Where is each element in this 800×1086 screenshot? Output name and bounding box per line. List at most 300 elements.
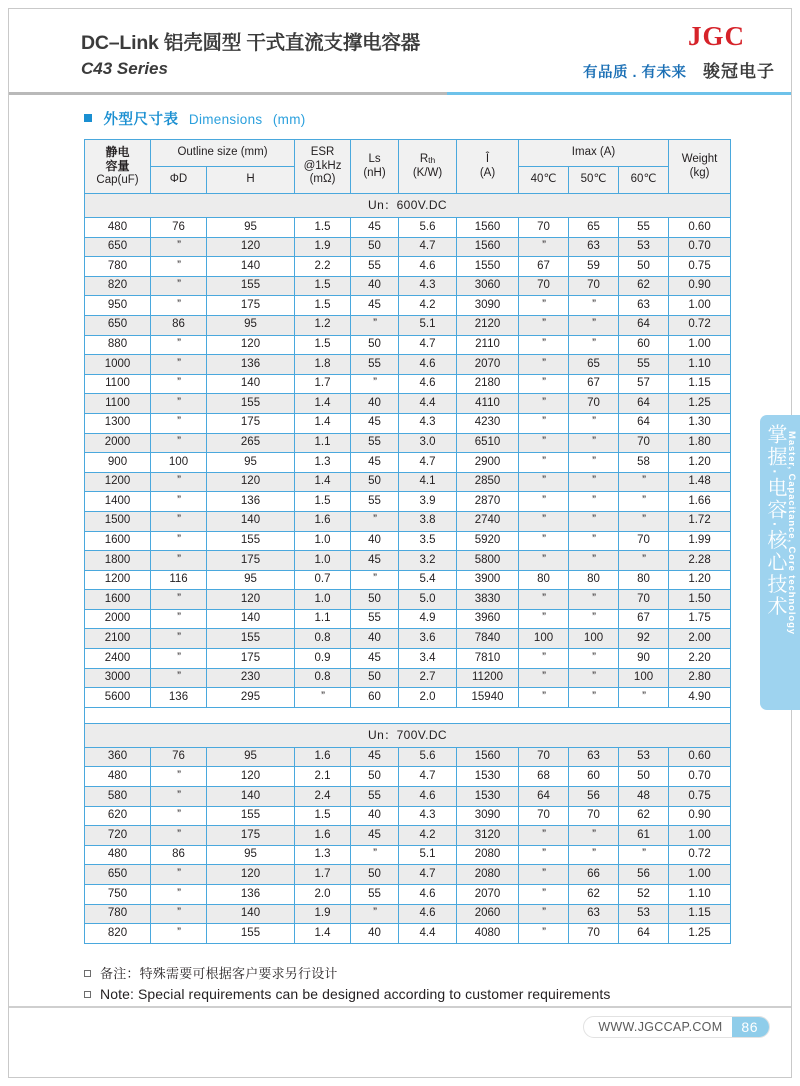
table-cell: 1.9 bbox=[295, 237, 351, 257]
table-cell: ” bbox=[151, 296, 207, 316]
table-row bbox=[85, 668, 731, 688]
cap-header-cn1: 静电 bbox=[105, 145, 130, 160]
table-cell: 780 bbox=[85, 257, 151, 277]
table-cell: 60 bbox=[619, 335, 669, 355]
table-cell: 55 bbox=[351, 355, 399, 375]
table-cell: 1.00 bbox=[669, 865, 731, 885]
table-cell: 1.00 bbox=[669, 335, 731, 355]
table-cell: 45 bbox=[351, 747, 399, 767]
table-cell: ” bbox=[519, 845, 569, 865]
table-row bbox=[85, 218, 731, 238]
col-header-weight bbox=[669, 140, 731, 194]
table-cell: 120 bbox=[207, 767, 295, 787]
table-cell: 0.90 bbox=[669, 806, 731, 826]
esr-line2: @1kHz bbox=[303, 159, 342, 172]
table-cell: 4.90 bbox=[669, 688, 731, 708]
dimensions-table-wrapper bbox=[84, 139, 716, 944]
table-cell: ” bbox=[519, 492, 569, 512]
table-cell: 175 bbox=[207, 649, 295, 669]
table-cell: ” bbox=[351, 315, 399, 335]
ihat-line2: (A) bbox=[479, 166, 496, 179]
table-cell: 7810 bbox=[457, 649, 519, 669]
table-cell: 3.9 bbox=[399, 492, 457, 512]
table-cell: 2110 bbox=[457, 335, 519, 355]
table-row bbox=[85, 609, 731, 629]
table-cell: 95 bbox=[207, 218, 295, 238]
table-cell: 3.0 bbox=[399, 433, 457, 453]
table-cell: ” bbox=[151, 806, 207, 826]
col-header-imax-50c: 50℃ bbox=[569, 167, 619, 194]
table-cell: 1100 bbox=[85, 394, 151, 414]
table-cell: 60 bbox=[351, 688, 399, 708]
section-title-unit: (mm) bbox=[272, 112, 306, 127]
table-cell: ” bbox=[151, 374, 207, 394]
website-url[interactable]: WWW.JGCCAP.COM bbox=[598, 1020, 723, 1034]
table-cell: 2.0 bbox=[295, 885, 351, 905]
table-cell: 3120 bbox=[457, 826, 519, 846]
table-cell: ” bbox=[619, 688, 669, 708]
table-cell: ” bbox=[151, 237, 207, 257]
table-cell: 136 bbox=[207, 885, 295, 905]
table-cell: 1.20 bbox=[669, 570, 731, 590]
table-row bbox=[85, 433, 731, 453]
table-row bbox=[85, 767, 731, 787]
table-cell: 80 bbox=[569, 570, 619, 590]
table-cell: 2070 bbox=[457, 885, 519, 905]
table-cell: 4.6 bbox=[399, 904, 457, 924]
table-cell: 58 bbox=[619, 453, 669, 473]
table-cell: 3900 bbox=[457, 570, 519, 590]
table-cell: 1.30 bbox=[669, 413, 731, 433]
table-cell: 4.3 bbox=[399, 276, 457, 296]
table-cell: 2.0 bbox=[399, 688, 457, 708]
table-cell: ” bbox=[151, 276, 207, 296]
table-cell: 4.6 bbox=[399, 374, 457, 394]
table-cell: 820 bbox=[85, 924, 151, 944]
table-cell: ” bbox=[569, 609, 619, 629]
ls-line1: Ls bbox=[368, 152, 381, 165]
col-header-imax-60c: 60℃ bbox=[619, 167, 669, 194]
table-cell: ” bbox=[519, 885, 569, 905]
table-cell: 1.6 bbox=[295, 511, 351, 531]
table-cell: 0.72 bbox=[669, 845, 731, 865]
table-cell: 65 bbox=[569, 218, 619, 238]
table-cell: ” bbox=[151, 511, 207, 531]
table-cell: 2.4 bbox=[295, 787, 351, 807]
table-cell: ” bbox=[151, 668, 207, 688]
table-cell: 45 bbox=[351, 453, 399, 473]
table-cell: ” bbox=[569, 315, 619, 335]
table-cell: 50 bbox=[351, 590, 399, 610]
table-cell: 140 bbox=[207, 787, 295, 807]
table-cell: 86 bbox=[151, 315, 207, 335]
table-cell: ” bbox=[151, 826, 207, 846]
table-row bbox=[85, 747, 731, 767]
table-cell: 1.0 bbox=[295, 590, 351, 610]
table-cell: ” bbox=[569, 413, 619, 433]
table-cell: 53 bbox=[619, 904, 669, 924]
table-cell: 120 bbox=[207, 590, 295, 610]
table-row bbox=[85, 865, 731, 885]
table-cell: ” bbox=[619, 511, 669, 531]
table-cell: ” bbox=[351, 511, 399, 531]
table-cell: ” bbox=[151, 904, 207, 924]
table-cell: 67 bbox=[569, 374, 619, 394]
table-cell: ” bbox=[519, 688, 569, 708]
table-cell: ” bbox=[569, 826, 619, 846]
table-cell: 2740 bbox=[457, 511, 519, 531]
table-cell: 4.2 bbox=[399, 296, 457, 316]
table-cell: ” bbox=[151, 531, 207, 551]
table-cell: ” bbox=[619, 551, 669, 571]
table-cell: ” bbox=[151, 472, 207, 492]
table-cell: 63 bbox=[569, 747, 619, 767]
table-cell: 1.4 bbox=[295, 924, 351, 944]
table-cell: 1.50 bbox=[669, 590, 731, 610]
table-cell: 1.25 bbox=[669, 394, 731, 414]
rth-subscript: th bbox=[428, 154, 436, 165]
table-cell: 140 bbox=[207, 511, 295, 531]
table-cell: 175 bbox=[207, 296, 295, 316]
table-cell: 5.4 bbox=[399, 570, 457, 590]
table-cell: ” bbox=[519, 531, 569, 551]
table-cell: 65 bbox=[569, 355, 619, 375]
table-cell: 76 bbox=[151, 218, 207, 238]
table-cell: 3960 bbox=[457, 609, 519, 629]
table-cell: 1.2 bbox=[295, 315, 351, 335]
page-number: 86 bbox=[732, 1017, 769, 1037]
table-cell: 56 bbox=[619, 865, 669, 885]
table-cell: 2.00 bbox=[669, 629, 731, 649]
table-cell: 1.75 bbox=[669, 609, 731, 629]
table-row bbox=[85, 885, 731, 905]
table-cell: 1.5 bbox=[295, 492, 351, 512]
table-cell: 1530 bbox=[457, 767, 519, 787]
table-cell: ” bbox=[569, 551, 619, 571]
table-cell: 50 bbox=[351, 767, 399, 787]
table-cell: 650 bbox=[85, 865, 151, 885]
table-cell: 52 bbox=[619, 885, 669, 905]
weight-line1: Weight bbox=[681, 152, 718, 165]
table-cell: 7840 bbox=[457, 629, 519, 649]
table-cell: ” bbox=[569, 688, 619, 708]
weight-line2: (kg) bbox=[689, 166, 710, 179]
table-cell: 5600 bbox=[85, 688, 151, 708]
table-cell: 155 bbox=[207, 806, 295, 826]
table-row bbox=[85, 335, 731, 355]
table-cell: 63 bbox=[619, 296, 669, 316]
col-header-imax-40c: 40℃ bbox=[519, 167, 569, 194]
table-cell: 1.80 bbox=[669, 433, 731, 453]
table-cell: 2850 bbox=[457, 472, 519, 492]
table-cell: 2.2 bbox=[295, 257, 351, 277]
table-cell: 50 bbox=[351, 237, 399, 257]
table-cell: 4.1 bbox=[399, 472, 457, 492]
table-cell: 50 bbox=[351, 335, 399, 355]
table-cell: ” bbox=[151, 433, 207, 453]
table-row bbox=[85, 296, 731, 316]
table-cell: 175 bbox=[207, 551, 295, 571]
rth-line2: (K/W) bbox=[412, 166, 443, 179]
rth-symbol: R bbox=[419, 152, 429, 165]
table-cell: ” bbox=[569, 472, 619, 492]
table-cell: 90 bbox=[619, 649, 669, 669]
table-row bbox=[85, 590, 731, 610]
table-cell: 5.1 bbox=[399, 845, 457, 865]
table-cell: 70 bbox=[519, 276, 569, 296]
table-cell: ” bbox=[519, 511, 569, 531]
table-cell: 480 bbox=[85, 218, 151, 238]
table-cell: 2080 bbox=[457, 865, 519, 885]
table-cell: ” bbox=[151, 787, 207, 807]
table-cell: ” bbox=[295, 688, 351, 708]
table-cell: 155 bbox=[207, 924, 295, 944]
table-cell: 1200 bbox=[85, 570, 151, 590]
table-cell: 480 bbox=[85, 845, 151, 865]
table-cell: ” bbox=[519, 374, 569, 394]
col-header-rth bbox=[399, 140, 457, 194]
table-cell: 3.2 bbox=[399, 551, 457, 571]
table-cell: 4.7 bbox=[399, 453, 457, 473]
table-cell: 155 bbox=[207, 531, 295, 551]
table-cell: 1.15 bbox=[669, 374, 731, 394]
note-text-en: Note: Special requirements can be designed according to customer requirements bbox=[100, 986, 611, 1002]
table-cell: ” bbox=[519, 904, 569, 924]
table-cell: 4.7 bbox=[399, 865, 457, 885]
table-cell: 48 bbox=[619, 787, 669, 807]
table-section-gap bbox=[85, 707, 731, 723]
table-cell: 295 bbox=[207, 688, 295, 708]
table-cell: 4.9 bbox=[399, 609, 457, 629]
table-row bbox=[85, 826, 731, 846]
table-cell: 64 bbox=[619, 315, 669, 335]
header-row-top bbox=[85, 140, 731, 167]
table-cell: 2900 bbox=[457, 453, 519, 473]
table-cell: 2870 bbox=[457, 492, 519, 512]
table-cell: 1600 bbox=[85, 531, 151, 551]
voltage-section-band bbox=[85, 723, 731, 747]
table-cell: 2070 bbox=[457, 355, 519, 375]
table-cell: 70 bbox=[569, 394, 619, 414]
table-cell: 4110 bbox=[457, 394, 519, 414]
table-cell: 0.70 bbox=[669, 237, 731, 257]
table-cell: 265 bbox=[207, 433, 295, 453]
table-cell: ” bbox=[151, 609, 207, 629]
table-cell: 80 bbox=[619, 570, 669, 590]
table-cell: ” bbox=[519, 453, 569, 473]
table-cell: 66 bbox=[569, 865, 619, 885]
title-line-primary: DC–Link 铝壳圆型 干式直流支撑电容器 bbox=[81, 32, 421, 54]
table-cell: ” bbox=[569, 649, 619, 669]
table-cell: 0.8 bbox=[295, 668, 351, 688]
table-cell: 1550 bbox=[457, 257, 519, 277]
table-cell: 2.1 bbox=[295, 767, 351, 787]
table-cell: 80 bbox=[519, 570, 569, 590]
table-cell: 140 bbox=[207, 374, 295, 394]
table-cell: 1.5 bbox=[295, 276, 351, 296]
table-cell: 120 bbox=[207, 237, 295, 257]
table-cell: ” bbox=[519, 551, 569, 571]
table-cell: ” bbox=[519, 433, 569, 453]
table-cell: ” bbox=[519, 315, 569, 335]
table-cell: 40 bbox=[351, 806, 399, 826]
table-cell: 40 bbox=[351, 629, 399, 649]
table-cell: ” bbox=[619, 472, 669, 492]
table-cell: ” bbox=[151, 492, 207, 512]
table-cell: 820 bbox=[85, 276, 151, 296]
table-cell: 70 bbox=[569, 276, 619, 296]
table-cell: 3060 bbox=[457, 276, 519, 296]
table-cell: 0.60 bbox=[669, 747, 731, 767]
table-cell: 2.28 bbox=[669, 551, 731, 571]
table-row bbox=[85, 845, 731, 865]
section-gap-cell bbox=[85, 707, 731, 723]
table-cell: 4.4 bbox=[399, 394, 457, 414]
table-cell: ” bbox=[569, 511, 619, 531]
table-cell: ” bbox=[569, 453, 619, 473]
table-cell: ” bbox=[569, 335, 619, 355]
table-cell: ” bbox=[151, 551, 207, 571]
table-cell: 136 bbox=[151, 688, 207, 708]
table-cell: 0.90 bbox=[669, 276, 731, 296]
table-cell: 0.8 bbox=[295, 629, 351, 649]
checkbox-icon bbox=[84, 970, 91, 977]
table-cell: ” bbox=[619, 845, 669, 865]
table-cell: 55 bbox=[351, 433, 399, 453]
note-row-cn bbox=[84, 963, 724, 982]
table-cell: ” bbox=[351, 904, 399, 924]
table-cell: 650 bbox=[85, 315, 151, 335]
table-cell: 2.7 bbox=[399, 668, 457, 688]
table-cell: 230 bbox=[207, 668, 295, 688]
table-row bbox=[85, 924, 731, 944]
table-cell: 136 bbox=[207, 492, 295, 512]
table-cell: 0.72 bbox=[669, 315, 731, 335]
table-row bbox=[85, 904, 731, 924]
table-cell: 620 bbox=[85, 806, 151, 826]
table-cell: 1.8 bbox=[295, 355, 351, 375]
table-cell: 4.6 bbox=[399, 257, 457, 277]
brand-slogan: 有品质 . 有未来 bbox=[582, 65, 687, 81]
table-cell: 1.66 bbox=[669, 492, 731, 512]
table-cell: ” bbox=[569, 531, 619, 551]
table-cell: 4.6 bbox=[399, 787, 457, 807]
table-cell: 50 bbox=[619, 257, 669, 277]
voltage-section-label: Un：600V.DC bbox=[85, 194, 731, 218]
col-header-ls bbox=[351, 140, 399, 194]
table-cell: 1.48 bbox=[669, 472, 731, 492]
table-cell: 64 bbox=[519, 787, 569, 807]
table-cell: 100 bbox=[519, 629, 569, 649]
table-row bbox=[85, 355, 731, 375]
table-cell: 53 bbox=[619, 237, 669, 257]
table-cell: 64 bbox=[619, 924, 669, 944]
title-line-series: C43 Series bbox=[81, 58, 168, 78]
voltage-section-band bbox=[85, 194, 731, 218]
table-cell: 40 bbox=[351, 924, 399, 944]
table-cell: ” bbox=[351, 374, 399, 394]
table-cell: 1.9 bbox=[295, 904, 351, 924]
table-cell: ” bbox=[519, 296, 569, 316]
table-cell: 880 bbox=[85, 335, 151, 355]
table-cell: 5.6 bbox=[399, 218, 457, 238]
table-cell: ” bbox=[351, 570, 399, 590]
table-row bbox=[85, 511, 731, 531]
table-cell: 2400 bbox=[85, 649, 151, 669]
table-cell: 650 bbox=[85, 237, 151, 257]
table-cell: 2.20 bbox=[669, 649, 731, 669]
table-cell: 5.1 bbox=[399, 315, 457, 335]
rth-line1 bbox=[399, 153, 456, 167]
table-cell: 45 bbox=[351, 413, 399, 433]
table-cell: 580 bbox=[85, 787, 151, 807]
table-cell: ” bbox=[519, 355, 569, 375]
table-cell: 120 bbox=[207, 865, 295, 885]
col-header-phi-d: ΦD bbox=[151, 167, 207, 194]
table-cell: 40 bbox=[351, 531, 399, 551]
table-row bbox=[85, 453, 731, 473]
brand-company-name: 骏冠电子 bbox=[703, 62, 775, 81]
table-row bbox=[85, 570, 731, 590]
table-cell: ” bbox=[151, 629, 207, 649]
table-cell: 70 bbox=[519, 806, 569, 826]
table-row bbox=[85, 276, 731, 296]
header-divider bbox=[9, 92, 791, 95]
table-cell: 1530 bbox=[457, 787, 519, 807]
table-cell: ” bbox=[351, 845, 399, 865]
table-cell: ” bbox=[519, 609, 569, 629]
table-cell: 155 bbox=[207, 276, 295, 296]
table-cell: 55 bbox=[351, 885, 399, 905]
table-cell: 1.5 bbox=[295, 296, 351, 316]
table-cell: 3090 bbox=[457, 296, 519, 316]
table-cell: ” bbox=[519, 394, 569, 414]
table-cell: 140 bbox=[207, 257, 295, 277]
table-cell: 92 bbox=[619, 629, 669, 649]
brand-subline bbox=[519, 57, 779, 82]
table-cell: ” bbox=[519, 472, 569, 492]
table-cell: 3.4 bbox=[399, 649, 457, 669]
section-heading bbox=[84, 108, 306, 129]
table-cell: 70 bbox=[519, 747, 569, 767]
table-cell: 4.7 bbox=[399, 335, 457, 355]
table-head bbox=[85, 140, 731, 194]
table-cell: 5920 bbox=[457, 531, 519, 551]
page-header bbox=[9, 9, 791, 93]
table-cell: ” bbox=[151, 394, 207, 414]
table-cell: 45 bbox=[351, 649, 399, 669]
table-cell: 55 bbox=[351, 787, 399, 807]
table-cell: ” bbox=[519, 865, 569, 885]
table-cell: 1.1 bbox=[295, 609, 351, 629]
table-cell: ” bbox=[569, 296, 619, 316]
voltage-section-label: Un：700V.DC bbox=[85, 723, 731, 747]
col-header-esr bbox=[295, 140, 351, 194]
table-cell: 1.25 bbox=[669, 924, 731, 944]
table-cell: 3090 bbox=[457, 806, 519, 826]
table-cell: 57 bbox=[619, 374, 669, 394]
table-cell: 70 bbox=[619, 531, 669, 551]
notes-block bbox=[84, 963, 724, 1006]
table-cell: 45 bbox=[351, 551, 399, 571]
checkbox-icon bbox=[84, 991, 91, 998]
table-cell: 64 bbox=[619, 394, 669, 414]
table-cell: 55 bbox=[619, 218, 669, 238]
table-row bbox=[85, 531, 731, 551]
note-text-cn: 备注：特殊需要可根据客户要求另行设计 bbox=[100, 966, 338, 981]
table-cell: 900 bbox=[85, 453, 151, 473]
table-cell: 70 bbox=[519, 218, 569, 238]
